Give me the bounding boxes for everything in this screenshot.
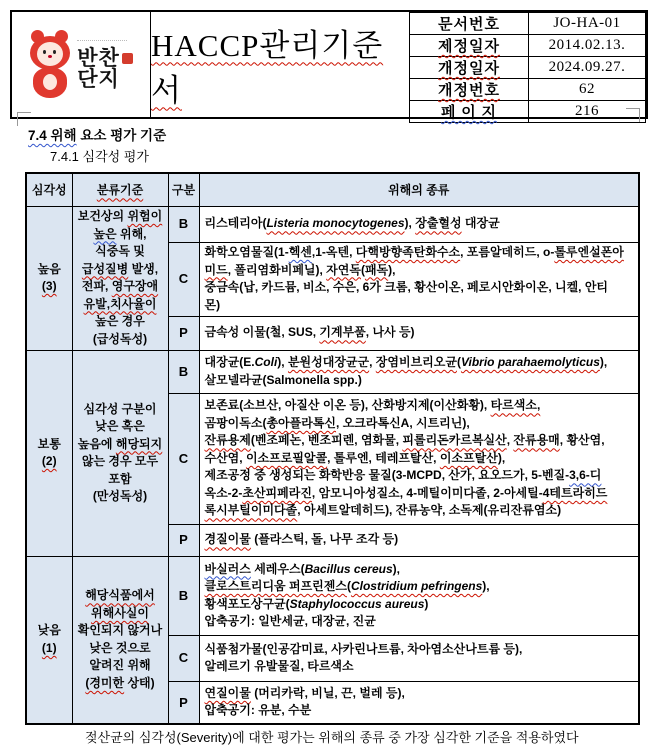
- doc-info-label: 제정일자: [410, 35, 529, 57]
- severity-cell: 낮음 (1): [26, 556, 72, 724]
- header-category: 구분: [168, 173, 199, 206]
- category-cell: C: [168, 635, 199, 681]
- hazard-cell: 금속성 이물(철, SUS, 기계부품, 나사 등): [199, 316, 639, 350]
- criteria-cell: 보건상의 위험이 높은 위해, 식중독 및 급성질병 발생, 전파, 영구장애 유발,치사율이 높은 경우 (급성독성): [72, 206, 168, 350]
- document-header: [10, 10, 648, 119]
- doc-info-value: 62: [529, 79, 646, 101]
- header-hazard-type: 위해의 종류: [199, 173, 639, 206]
- hazard-cell: 바실러스 세레우스(Bacillus cereus), 클로스트리디움 퍼프린젠스(Clostridium pefringens), 황색포도상구균(Staphylococcus aureus) 압축공기: 일반세균, 대장균, 진균: [199, 556, 639, 635]
- category-cell: P: [168, 524, 199, 556]
- hazard-cell: 경질이물 (플라스틱, 돌, 나무 조각 등): [199, 524, 639, 556]
- section-subheading: 7.4.1 심각성 평가: [50, 149, 149, 164]
- brand-line1: 반찬: [77, 46, 120, 70]
- brand-slogan-strip: [77, 40, 127, 46]
- margin-crop-mark-right: [626, 108, 640, 122]
- doc-info-label: 개정일자: [410, 57, 529, 79]
- category-cell: B: [168, 206, 199, 242]
- doc-info-label: 문서번호: [410, 13, 529, 35]
- category-cell: C: [168, 242, 199, 316]
- doc-info-row: [410, 101, 646, 123]
- category-cell: P: [168, 316, 199, 350]
- doc-info-row: [410, 57, 646, 79]
- severity-cell: 높음 (3): [26, 206, 72, 350]
- criteria-cell: 해당식품에서 위해사실이 확인되지 않거나 낮은 것으로 알려진 위해 (경미한 상태): [72, 556, 168, 724]
- hazard-cell: 화학오염물질(1-헥센,1-옥텐, 다핵방향족탄화수소, 포름알데히드, o-톨루엔설폰아 미드, 폴리염화비페닐), 자연독(패독), 중금속(납, 카드뮴, 비소, 수은, 6가 크롬, 황산이온, 페로시안화이온, 니켈, 안티 몬): [199, 242, 639, 316]
- doc-info-row: [410, 35, 646, 57]
- category-cell: B: [168, 556, 199, 635]
- title-cell: [151, 12, 409, 117]
- header-criteria: 분류기준: [72, 173, 168, 206]
- section-heading: 7.4 위해 요소 평가 기준: [28, 128, 167, 143]
- brand-logo: [12, 12, 151, 117]
- table-row: [26, 206, 639, 242]
- doc-info-table: [409, 12, 646, 123]
- header-severity: 심각성: [26, 173, 72, 206]
- doc-info-value: 2014.02.13.: [529, 35, 646, 57]
- doc-info-row: [410, 13, 646, 35]
- table-row: [26, 556, 639, 635]
- severity-table: [25, 172, 640, 725]
- doc-info-label: 페 이 지: [410, 101, 529, 123]
- doc-info-label: 개정번호: [410, 79, 529, 101]
- category-cell: C: [168, 393, 199, 524]
- hazard-cell: 보존료(소브산, 아질산 이온 등), 산화방지제(이산화황), 타르색소, 곰팡이독소(총아플라톡신, 오크라톡신A, 시트리닌), 잔류용제(벤조페논, 벤조피렌, 염화물, 피롤리돈카르복실산, 잔류용매, 황산염, 수산염, 이소프로필알콜, 톨루엔, 테레프탈산, 이소프탈산), 제조공정 중 생성되는 화학반응 물질(3-MCPD, 산가, 요오드가, 5-벤질-3,6-디 옥소-2-초산피페라진, 암모니아성질소, 4-메틸이미다졸, 2-아세틸-4테트라히드 록시부틸이미다졸, 아세트알데히드), 잔류농약, 소독제(유리잔류염소): [199, 393, 639, 524]
- category-cell: B: [168, 350, 199, 393]
- footer-note: 젖산균의 심각성(Severity)에 대한 평가는 위해의 종류 중 가장 심각한 기준을 적용하였다: [85, 730, 579, 745]
- doc-info-value: 216: [529, 101, 646, 123]
- category-cell: P: [168, 681, 199, 724]
- red-seal-icon: [122, 53, 133, 64]
- brand-text: [77, 40, 133, 90]
- mascot-icon: [29, 28, 73, 102]
- severity-cell: 보통 (2): [26, 350, 72, 556]
- table-row: [26, 350, 639, 393]
- hazard-cell: 리스테리아(Listeria monocytogenes), 장출혈성 대장균: [199, 206, 639, 242]
- brand-line2: 단지: [77, 67, 120, 91]
- doc-info-value: JO-HA-01: [529, 13, 646, 35]
- hazard-cell: 연질이물 (머리카락, 비닐, 끈, 벌레 등), 압축공기: 유분, 수분: [199, 681, 639, 724]
- doc-info-row: [410, 79, 646, 101]
- hazard-cell: 대장균(E.Coli), 분원성대장균군, 장염비브리오균(Vibrio parahaemolyticus), 살모넬라균(Salmonella spp.): [199, 350, 639, 393]
- criteria-cell: 심각성 구분이 낮은 혹은 높음에 해당되지 않는 경우 모두 포함 (만성독성): [72, 350, 168, 556]
- doc-info-value: 2024.09.27.: [529, 57, 646, 79]
- hazard-cell: 식품첨가물(인공감미료, 사카린나트륨, 차아염소산나트륨 등), 알레르기 유발물질, 타르색소: [199, 635, 639, 681]
- table-header-row: [26, 173, 639, 206]
- document-title: HACCP관리기준서: [151, 27, 384, 108]
